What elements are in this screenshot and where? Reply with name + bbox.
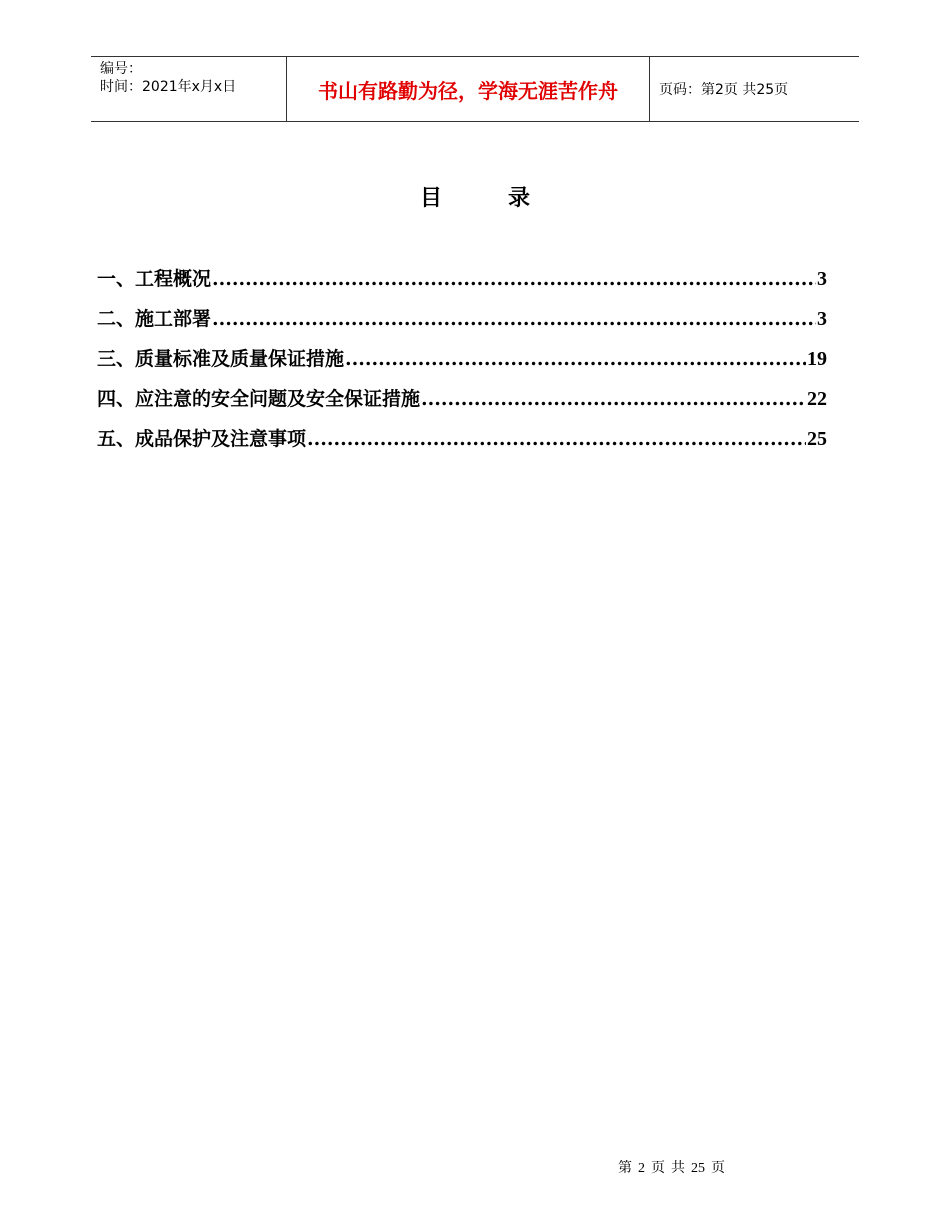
header-motto-cell [287, 57, 650, 121]
toc-title-right: 录 [508, 185, 531, 211]
footer-ye: 页 [651, 1161, 665, 1176]
document-number-label: 编号： [100, 61, 142, 77]
toc-entry[interactable] [97, 304, 827, 344]
toc-entry-page: 3 [817, 308, 827, 330]
header-page-info-cell [650, 57, 859, 121]
toc-list [97, 264, 827, 464]
toc-leader-dots [307, 428, 806, 450]
footer-gong: 共 [671, 1161, 685, 1176]
toc-entry-page: 3 [817, 268, 827, 290]
toc-entry-page: 19 [807, 348, 827, 370]
toc-entry-label: 四、应注意的安全问题及安全保证措施 [97, 388, 421, 410]
footer-ye: 页 [711, 1161, 725, 1176]
toc-entry-page: 25 [807, 428, 827, 450]
toc-entry-label: 五、成品保护及注意事项 [97, 428, 307, 450]
toc-entry[interactable] [97, 344, 827, 384]
document-time: 时间：2021年x月x日 [100, 79, 237, 95]
toc-title-left: 目 [419, 185, 442, 211]
toc-entry-label: 三、质量标准及质量保证措施 [97, 348, 345, 370]
toc-entry[interactable] [97, 264, 827, 304]
footer-total-pages: 25 [691, 1161, 705, 1176]
header-meta [91, 57, 287, 121]
toc-entry[interactable] [97, 384, 827, 424]
toc-entry-label: 一、工程概况 [97, 268, 212, 290]
toc-leader-dots [345, 348, 806, 370]
toc-leader-dots [212, 308, 816, 330]
toc-leader-dots [421, 388, 806, 410]
header-page-info: 页码：第2页 共25页 [659, 82, 789, 98]
toc-entry-label: 二、施工部署 [97, 308, 212, 330]
footer-current-page: 2 [638, 1161, 645, 1176]
page-header [91, 56, 859, 122]
header-motto: 书山有路勤为径，学海无涯苦作舟 [318, 78, 618, 103]
footer-di: 第 [618, 1161, 632, 1176]
toc-title [0, 181, 950, 212]
page-footer [618, 1157, 731, 1177]
toc-entry[interactable] [97, 424, 827, 464]
toc-entry-page: 22 [807, 388, 827, 410]
toc-leader-dots [212, 268, 816, 290]
